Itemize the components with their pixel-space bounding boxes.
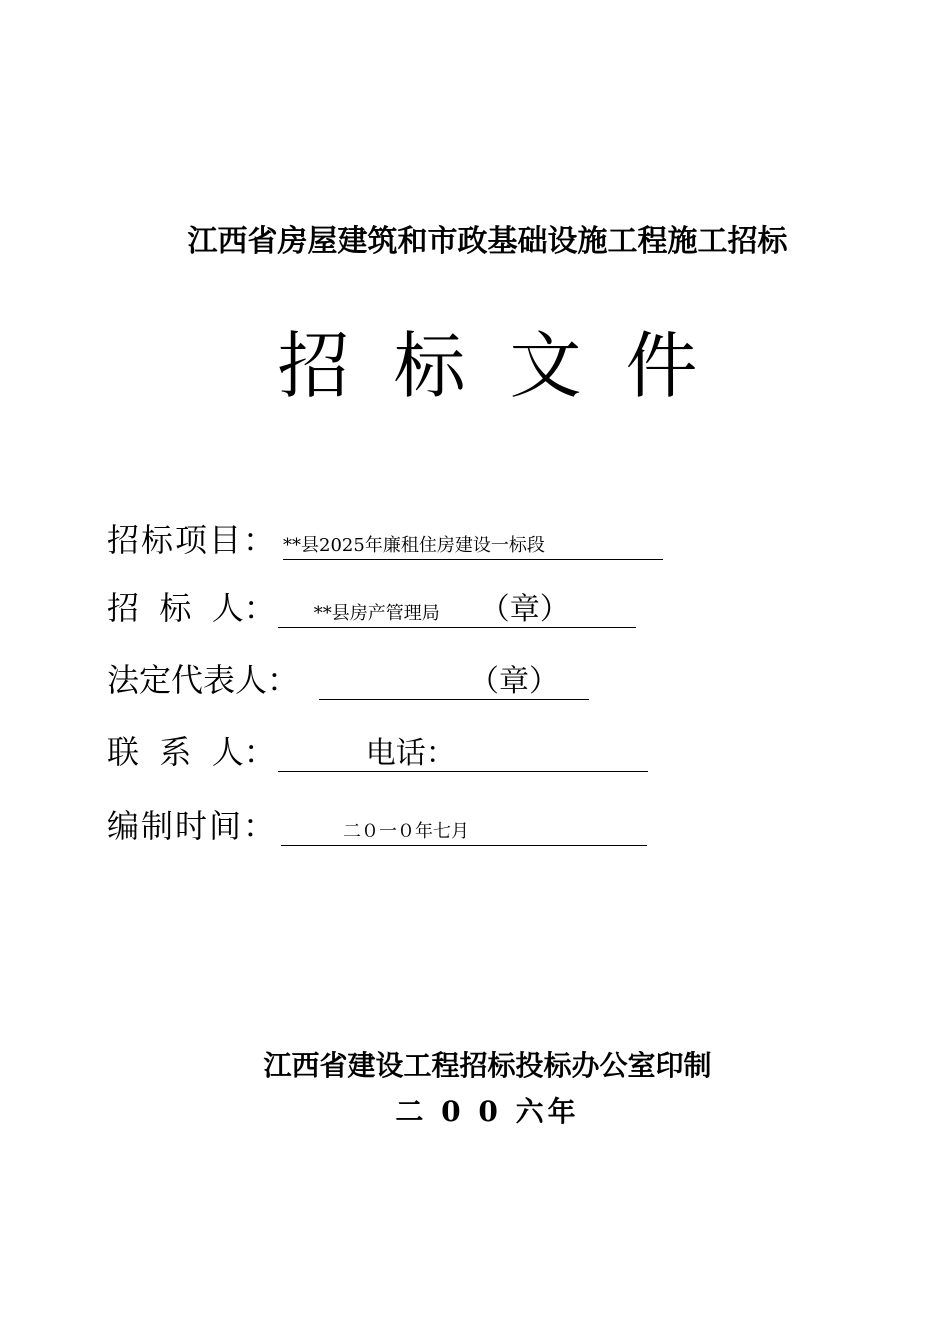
- project-value: **县2025年廉租住房建设一标段: [283, 535, 545, 556]
- legal-rep-seal: （章）: [469, 664, 560, 699]
- document-subtitle: 江西省房屋建筑和市政基础设施工程施工招标: [187, 224, 788, 259]
- field-date: [107, 796, 647, 846]
- tenderer-line: [278, 587, 636, 628]
- tenderer-value: **县房产管理局: [313, 603, 440, 624]
- date-value: 二０一０年七月: [343, 821, 470, 842]
- field-contact: [107, 722, 648, 772]
- field-legal-rep: [107, 650, 589, 700]
- publish-year: 二 0 0 六年: [395, 1095, 580, 1128]
- phone-label: 电话：: [365, 736, 456, 771]
- contact-value: [278, 769, 366, 771]
- contact-label: 联 系 人：: [107, 733, 276, 771]
- document-title: 招标文件: [277, 324, 742, 408]
- field-tenderer: [107, 578, 636, 628]
- project-line: [283, 519, 663, 560]
- contact-line: [278, 731, 648, 772]
- tenderer-label: 招 标 人：: [107, 589, 276, 627]
- date-label: 编制时间：: [107, 807, 278, 845]
- project-label: 招标项目：: [107, 521, 278, 559]
- field-project: [107, 510, 663, 560]
- publisher-text: 江西省建设工程招标投标办公室印制: [263, 1049, 712, 1082]
- legal-rep-label: 法定代表人：: [107, 661, 300, 699]
- legal-rep-line: [319, 659, 589, 700]
- date-line: [281, 805, 647, 846]
- tenderer-seal: （章）: [479, 592, 570, 627]
